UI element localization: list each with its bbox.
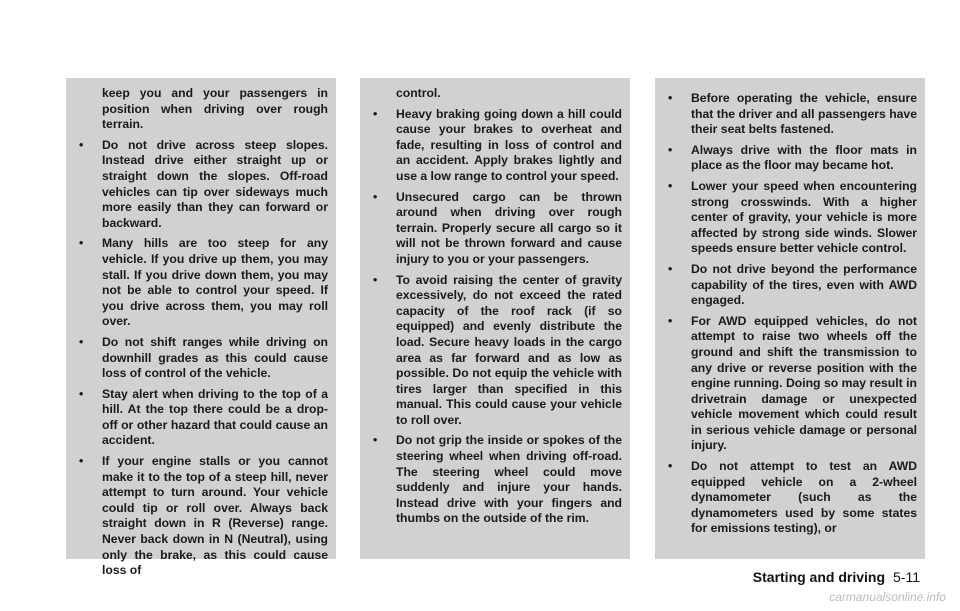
bullet-glyph: • (668, 313, 673, 328)
warning-item (78, 236, 328, 330)
warning-list (667, 91, 917, 537)
page-footer (753, 569, 920, 585)
bullet-glyph: • (373, 272, 378, 287)
warning-item-text: Always drive with the floor mats in place as the floor may became hot. (691, 142, 917, 173)
bullet-glyph: • (373, 433, 378, 448)
bullet-glyph: • (668, 261, 673, 276)
warning-item-text: For AWD equipped vehicles, do not attempt to raise two wheels off the ground and shift the transmission to any drive or reverse position with the engine running. Doing so may result in drivetrain damage or unexpected vehicle movement which could result in serious vehicle damage or personal injury. (691, 313, 917, 453)
section-title: Starting and driving (752, 569, 886, 585)
warning-item (372, 107, 622, 185)
warning-item-text: Many hills are too steep for any vehicle. If you drive up them, you may stall. If you drive down them, you may not be able to control your speed. If you drive across them, you may roll over. (102, 236, 328, 329)
bullet-glyph: • (668, 91, 673, 105)
warning-column-1 (66, 78, 336, 578)
continuation-text: control. (396, 86, 441, 100)
bullet-glyph: • (668, 459, 673, 474)
bullet-glyph: • (79, 137, 84, 152)
warning-item (667, 459, 917, 537)
warning-item-text: Do not shift ranges while driving on downhill grades as this could cause loss of control of the vehicle. (102, 334, 328, 381)
warning-item-text: If your engine stalls or you cannot make it to the top of a steep hill, never attempt to turn around. Your vehicle could tip or roll over. Always back straight down in R (Reverse) range. Never back down in N (Neutral), using only the brake, as this could cause loss of (102, 454, 328, 578)
warning-item (372, 273, 622, 429)
warning-item (372, 433, 622, 527)
bullet-glyph: • (373, 189, 378, 204)
bullet-glyph: • (668, 142, 673, 157)
warning-item-text: Do not drive across steep slopes. Instead drive either straight up or straight down the slopes. Off-road vehicles can tip over sideways much more easily than they can forward or backward. (102, 137, 328, 230)
continuation-text: keep you and your passengers in position when driving over rough terrain. (102, 86, 328, 132)
bullet-glyph: • (79, 386, 84, 401)
warning-column-3 (655, 78, 925, 559)
warning-item (78, 335, 328, 382)
warning-item-text: Do not attempt to test an AWD equipped vehicle on a 2-wheel dynamometer (such as the dynamometers used by some states for emissions testing), or (691, 459, 917, 536)
warning-item (78, 138, 328, 232)
warning-item-text: Before operating the vehicle, ensure that the driver and all passengers have their seat belts fastened. (691, 91, 917, 137)
warning-item (78, 454, 328, 579)
warning-item (78, 387, 328, 449)
warning-item-text: Do not grip the inside or spokes of the steering wheel when driving off-road. The steering wheel could move suddenly and injure your hands. Instead drive with your fingers and thumbs on the outside of the rim. (396, 433, 622, 526)
warning-item-text: Heavy braking going down a hill could cause your brakes to overheat and fade, resulting in loss of control and an accident. Apply brakes lightly and use a low range to control your speed. (396, 106, 622, 183)
watermark: carmanualsonline.info (829, 590, 946, 604)
warning-list (78, 138, 328, 579)
bullet-glyph: • (79, 334, 84, 349)
warning-item (667, 179, 917, 257)
warning-item (667, 314, 917, 454)
bullet-glyph: • (79, 454, 84, 469)
warning-item-text: Do not drive beyond the performance capability of the tires, even with AWD engaged. (691, 261, 917, 308)
warning-item-text: Stay alert when driving to the top of a hill. At the top there could be a drop-off or other hazard that could cause an accident. (102, 386, 328, 448)
warning-column-2 (360, 78, 630, 559)
warning-item-text: Unsecured cargo can be thrown around when driving over rough terrain. Properly secure all cargo so it will not be thrown forward and cause injury to you or your passengers. (396, 189, 622, 266)
warning-list (372, 107, 622, 527)
warning-item-text: Lower your speed when encountering strong crosswinds. With a higher center of gravity, your vehicle is more affected by strong side winds. Slower speeds ensure better vehicle control. (691, 178, 917, 256)
bullet-glyph: • (668, 178, 673, 193)
warning-item (667, 91, 917, 138)
bullet-glyph: • (373, 106, 378, 121)
warning-item-text: To avoid raising the center of gravity excessively, do not exceed the rated capacity of the roof rack (if so equipped) and evenly distribute the load. Secure heavy loads in the cargo area as far forward and as low as possible. Do not equip the vehicle with tires larger than specified in this manual. This could cause your vehicle to roll over. (396, 272, 622, 427)
warning-item (667, 262, 917, 309)
warning-item (667, 143, 917, 174)
bullet-glyph: • (79, 236, 84, 251)
warning-item (372, 190, 622, 268)
page-number: 5-11 (893, 569, 920, 585)
